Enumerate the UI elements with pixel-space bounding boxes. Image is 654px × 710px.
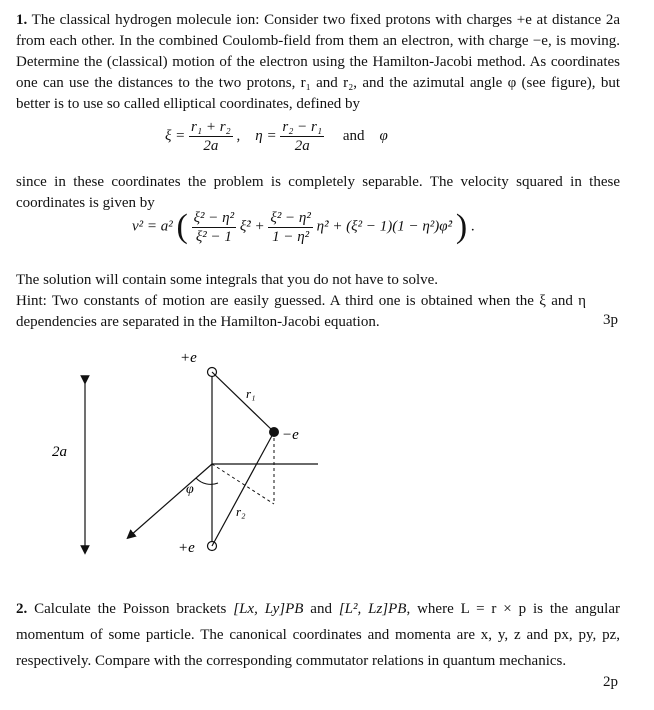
xi-denominator: 2a [203, 138, 219, 154]
problem2-points: 2p [603, 674, 618, 690]
problem2-text-b: , where L = r × p is the angular momentum of some particle. The canonical coordinates and momenta are x, y, z and px, py, pz, respectively. Compare with the corresponding commutator relations in quantum mechanics. [16, 601, 621, 669]
problem1-number: 1. [16, 12, 28, 28]
xi-lhs: ξ = [165, 127, 186, 144]
v-term1-num: ξ² − η² [193, 209, 235, 226]
problem2-text-a: Calculate the Poisson brackets [34, 601, 227, 617]
poisson-bracket-1: [Lx, Ly]PB [233, 601, 304, 617]
v-term2-num: ξ² − η² [270, 209, 311, 226]
v-lhs: v² = a² [132, 218, 173, 235]
label-top-charge: +e [180, 350, 197, 366]
eq-comma: , [236, 127, 241, 144]
problem1-separable-text: since in these coordinates the problem is completely separable. The velocity squared in these coordinates is given by [16, 174, 620, 211]
projection-diagonal [212, 464, 274, 504]
v-period: . [470, 218, 475, 235]
xi-fraction [189, 118, 233, 155]
problem2-and: and [310, 601, 332, 617]
label-bottom-charge: +e [178, 540, 195, 556]
eta-fraction [280, 118, 324, 155]
velocity-equation: v² = a² ( $\frac{\text{ξ² − η²}}{\text{ξ² − 1}}$ ξ̇² + $\frac{\text{ξ² − η²}}{\text{1 − η²}}$ η̇² + (ξ² − 1)(1 − η²)φ̇² ) . [132, 208, 475, 245]
eta-denominator: 2a [294, 138, 310, 154]
problem1-intro-text: The classical hydrogen molecule ion: Consider two fixed protons with charges +e at distance 2a from each other. In the combined Coulomb-field from them an electron, with charge −e, is moving. Determine the (classical) motion of the electron using the Hamilton-Jacobi method. As coordinates one can use the distances to the two protons, r₁ and r₂, and the azimutal angle φ (see figure), but better is to use so called elliptical coordinates, defined by [16, 12, 620, 112]
problem2-number: 2. [16, 601, 28, 617]
phi-arc [196, 478, 218, 484]
xi-numerator: r₁ + r₂ [191, 119, 231, 135]
problem1-points: 3p [603, 312, 618, 328]
diagonal-axis [130, 464, 212, 536]
poisson-bracket-2: [L², Lz]PB [338, 601, 407, 617]
eq-and: and [342, 127, 365, 144]
v-term2-rest: η̇² + (ξ² − 1)(1 − η²)φ̇² [316, 218, 453, 235]
label-r1: r₁ [246, 386, 256, 401]
label-electron: −e [282, 427, 299, 443]
label-2a: 2a [52, 444, 67, 460]
problem2-text [16, 596, 620, 674]
hydrogen-ion-figure [0, 340, 654, 580]
eta-lhs: η = [255, 127, 277, 144]
problem1-integrals-text: The solution will contain some integrals that you do not have to solve. [16, 272, 439, 288]
elliptical-coords-equation [165, 118, 388, 155]
v-term1-den: ξ² − 1 [195, 228, 232, 245]
problem1-hint-text: Hint: Two constants of motion are easily guessed. A third one is obtained when the ξ and η dependencies are separated in the Hamilton-Jacobi equation. [16, 293, 586, 330]
v-term2-fraction [268, 209, 312, 246]
eta-numerator: r₂ − r₁ [282, 119, 323, 135]
problem1-intro [16, 10, 620, 115]
phi-symbol: φ [379, 127, 388, 144]
v-term1-fraction [192, 209, 236, 246]
r1-line [212, 372, 274, 432]
label-r2: r₂ [236, 504, 246, 519]
label-phi: φ [186, 482, 194, 497]
v-term1-var: ξ̇² + [239, 218, 265, 235]
r2-line [212, 432, 274, 546]
v-term2-den: 1 − η² [272, 228, 310, 245]
